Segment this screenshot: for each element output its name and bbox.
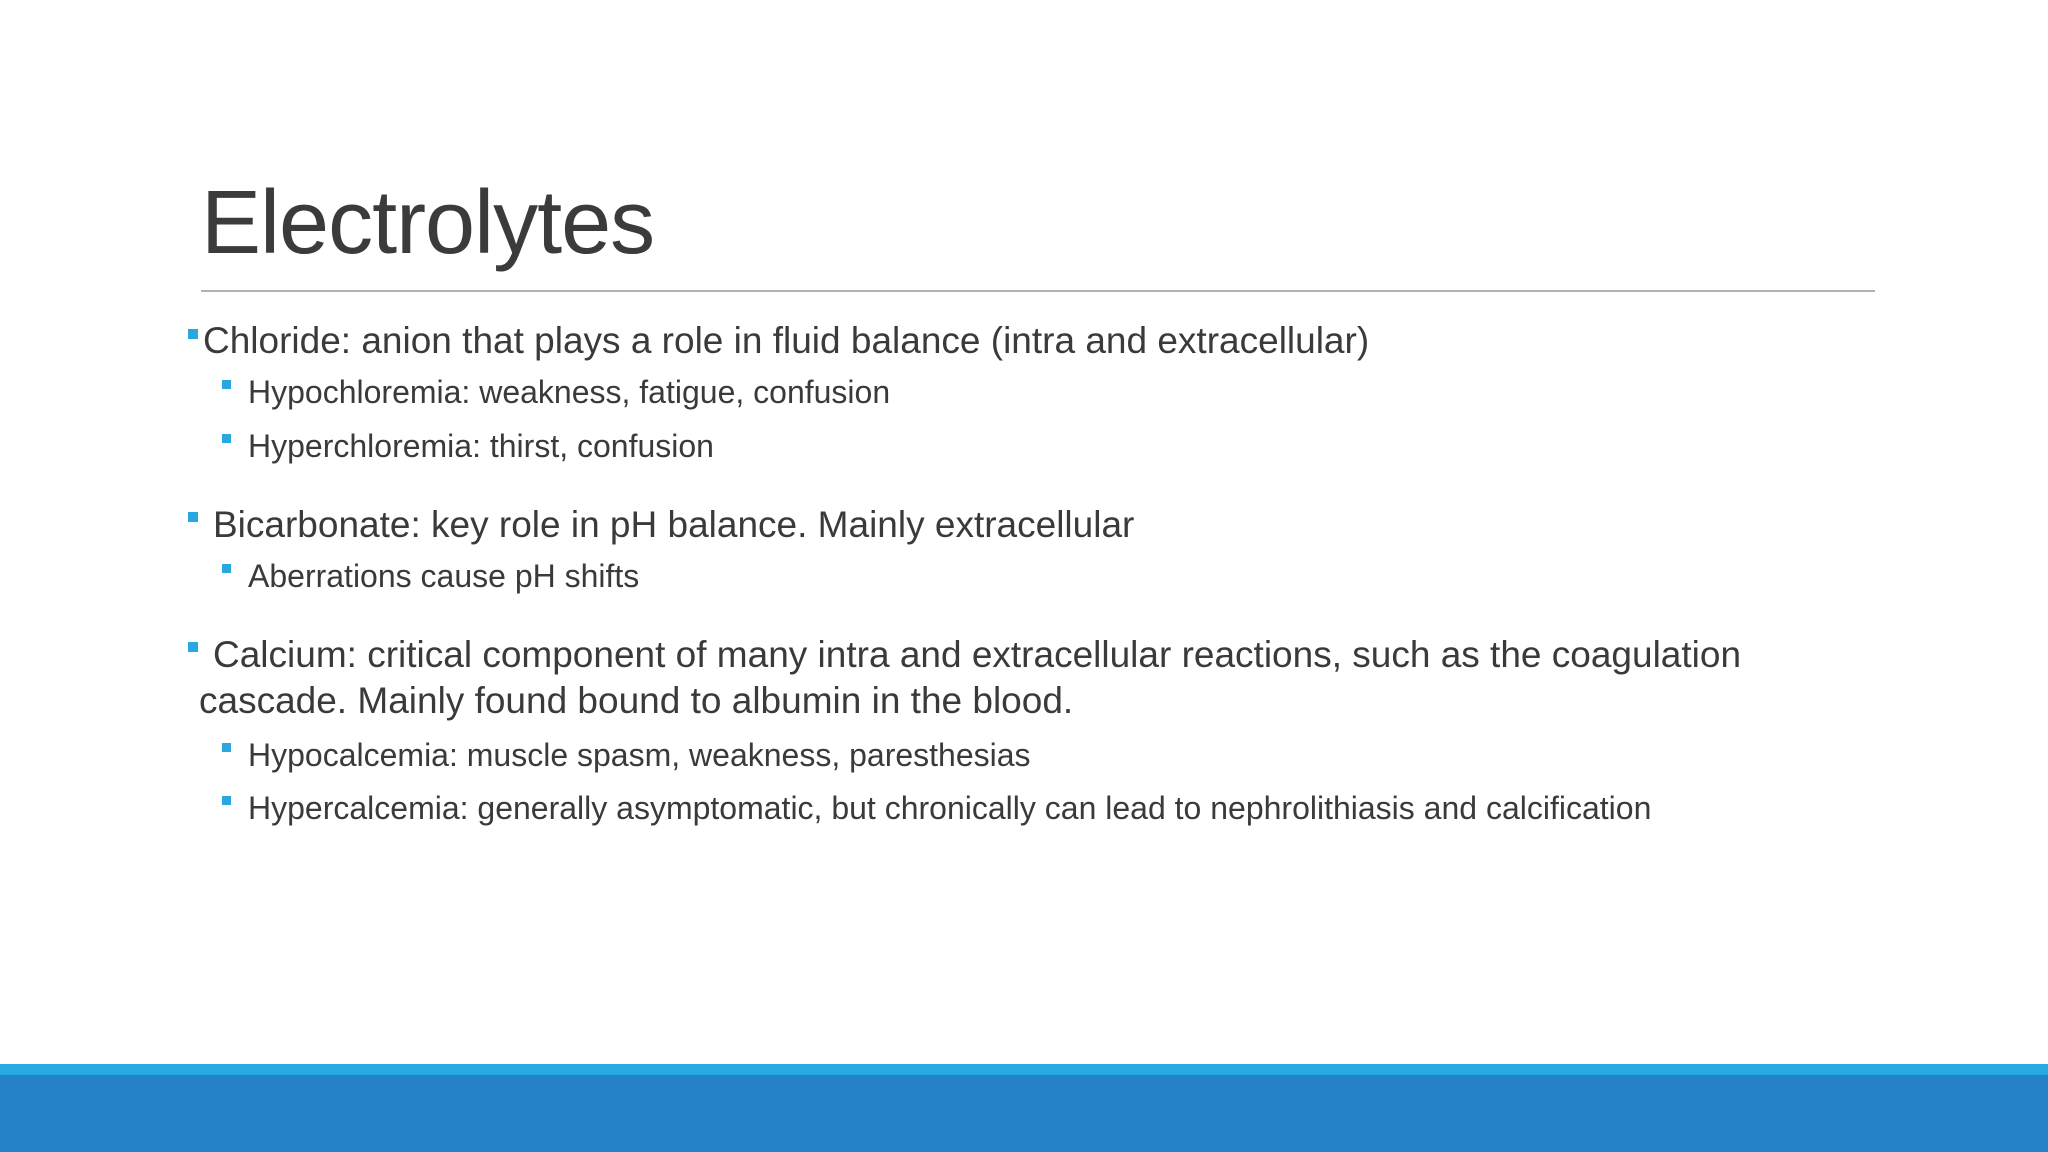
square-bullet-icon: [188, 329, 198, 339]
bullet-calcium-line2: cascade. Mainly found bound to albumin in the blood.: [199, 680, 1074, 721]
subbullet-hyperchloremia: Hyperchloremia: thirst, confusion: [248, 428, 714, 464]
footer-band-dark: [0, 1075, 2048, 1152]
square-bullet-icon: [222, 434, 231, 443]
square-bullet-icon: [188, 642, 198, 652]
square-bullet-icon: [222, 743, 231, 752]
subbullet-hypercalcemia: Hypercalcemia: generally asymptomatic, but chronically can lead to nephrolithiasis and calcification: [248, 790, 1652, 826]
square-bullet-icon: [188, 512, 198, 522]
bullet-chloride: Chloride: anion that plays a role in fluid balance (intra and extracellular): [203, 320, 1370, 361]
slide-title: Electrolytes: [201, 173, 655, 273]
footer-band-light: [0, 1064, 2048, 1075]
square-bullet-icon: [222, 380, 231, 389]
subbullet-hypochloremia: Hypochloremia: weakness, fatigue, confusion: [248, 374, 891, 410]
square-bullet-icon: [222, 564, 231, 573]
bullet-calcium-line1: Calcium: critical component of many intra and extracellular reactions, such as the coagulation: [213, 634, 1742, 675]
subbullet-hypocalcemia: Hypocalcemia: muscle spasm, weakness, paresthesias: [248, 737, 1031, 773]
bullet-bicarbonate: Bicarbonate: key role in pH balance. Mainly extracellular: [213, 504, 1135, 545]
subbullet-aberrations: Aberrations cause pH shifts: [248, 558, 640, 594]
square-bullet-icon: [222, 796, 231, 805]
